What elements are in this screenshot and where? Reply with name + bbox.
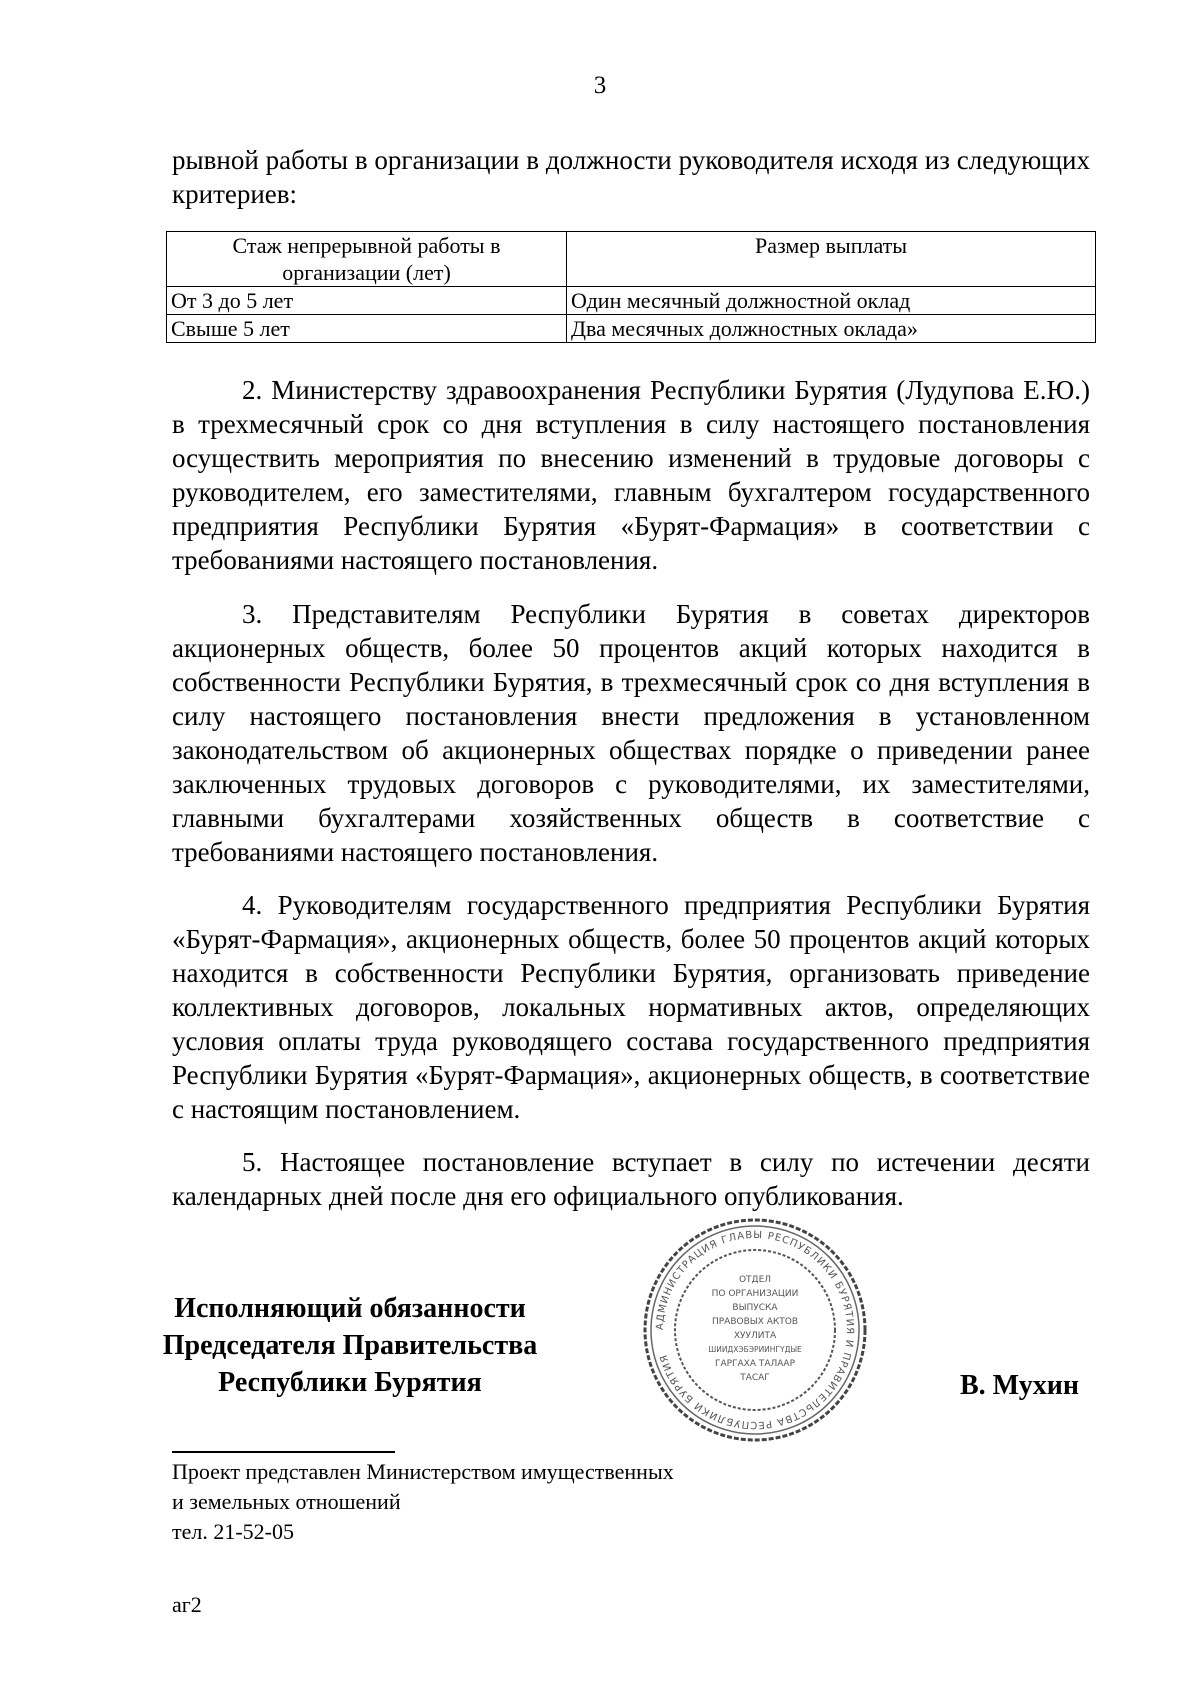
signatory-title-line: Председателя Правительства (162, 1330, 538, 1361)
page-number: 3 (593, 72, 607, 99)
svg-text:ТАСАГ: ТАСАГ (740, 1373, 770, 1383)
table-header-cell: Стаж непрерывной работы в организации (лет) (167, 232, 567, 287)
table-cell: Свыше 5 лет (167, 315, 567, 343)
signatory-name: В. Мухин (960, 1370, 1079, 1401)
signatory-title-line: Республики Бурятия (218, 1367, 482, 1398)
svg-text:ПРАВОВЫХ АКТОВ: ПРАВОВЫХ АКТОВ (711, 1317, 799, 1327)
footnote (172, 1457, 674, 1547)
table-header-cell: Размер выплаты (567, 232, 1096, 287)
footnote-line: тел. 21-52-05 (172, 1519, 295, 1544)
table-header-row (167, 232, 1096, 287)
signatory-title-line: Исполняющий обязанности (174, 1293, 526, 1324)
seal-center-text (708, 1275, 802, 1383)
signatory-title (150, 1290, 550, 1401)
paragraph-3: 3. Представителям Республики Бурятия в советах директоров акционерных обществ, более 50 процентов акций которых находится в собственности Республики Бурятия, в трехмесячный срок со дня вступления в силу настоящего постановления внести предложения в установленном законодательством об акционерных обществах порядке о приведении ранее заключенных трудовых договоров с руководителями, их заместителями, главными бухгалтерами хозяйственных обществ в соответствие с требованиями настоящего постановления. (172, 599, 1090, 867)
svg-text:ПО ОРГАНИЗАЦИИ: ПО ОРГАНИЗАЦИИ (711, 1289, 799, 1299)
table-row (167, 287, 1096, 315)
svg-text:ХУУЛИТА: ХУУЛИТА (733, 1331, 777, 1341)
intro-paragraph: рывной работы в организации в должности руководителя исходя из следующих критериев: (172, 145, 1090, 209)
footnote-line: Проект представлен Министерством имущественных (172, 1459, 674, 1484)
paragraph-5: 5. Настоящее постановление вступает в силу по истечении десяти календарных дней после дня его официального опубликования. (172, 1147, 1090, 1211)
svg-text:ГАРГАХА ТАЛААР: ГАРГАХА ТАЛААР (714, 1359, 796, 1369)
svg-text:ВЫПУСКА: ВЫПУСКА (732, 1303, 778, 1313)
footnote-divider (172, 1451, 395, 1453)
seal-ring (651, 1226, 859, 1434)
svg-text:ОТДЕЛ: ОТДЕЛ (738, 1275, 772, 1285)
paragraph-4: 4. Руководителям государственного предприятия Республики Бурятия «Бурят-Фармация», акционерных обществ, более 50 процентов акций которых находится в собственности Республики Бурятия, организовать приведение коллективных договоров, локальных нормативных актов, определяющих условия оплаты труда руководящего состава государственного предприятия Республики Бурятия «Бурят-Фармация», акционерных обществ, в соответствие с настоящим постановлением. (172, 890, 1090, 1124)
document-code: аг2 (172, 1592, 202, 1617)
table-cell: Два месячных должностных оклада» (567, 315, 1096, 343)
official-seal-stamp (640, 1215, 870, 1445)
payment-criteria-table (166, 231, 1096, 343)
table-row (167, 315, 1096, 343)
table-cell: Один месячный должностной оклад (567, 287, 1096, 315)
footnote-line: и земельных отношений (172, 1489, 401, 1514)
seal-outer-ring (645, 1220, 865, 1440)
table-cell: От 3 до 5 лет (167, 287, 567, 315)
seal-inner-ring (675, 1250, 835, 1410)
paragraph-2: 2. Министерству здравоохранения Республики Бурятия (Лудупова Е.Ю.) в трехмесячный срок со дня вступления в силу настоящего постановления осуществить мероприятия по внесению изменений в трудовые договоры с руководителем, его заместителями, главным бухгалтером государственного предприятия Республики Бурятия «Бурят-Фармация» в соответствии с требованиями настоящего постановления. (172, 375, 1090, 575)
svg-text:ШИИДХЭБЭРИИНГҮДЫЕ: ШИИДХЭБЭРИИНГҮДЫЕ (708, 1345, 802, 1354)
seal-ring-text: АДМИНИСТРАЦИЯ ГЛАВЫ РЕСПУБЛИКИ БУРЯТИЯ И ПРАВИТЕЛЬСТВА РЕСПУБЛИКИ БУРЯТИЯ (654, 1229, 856, 1431)
